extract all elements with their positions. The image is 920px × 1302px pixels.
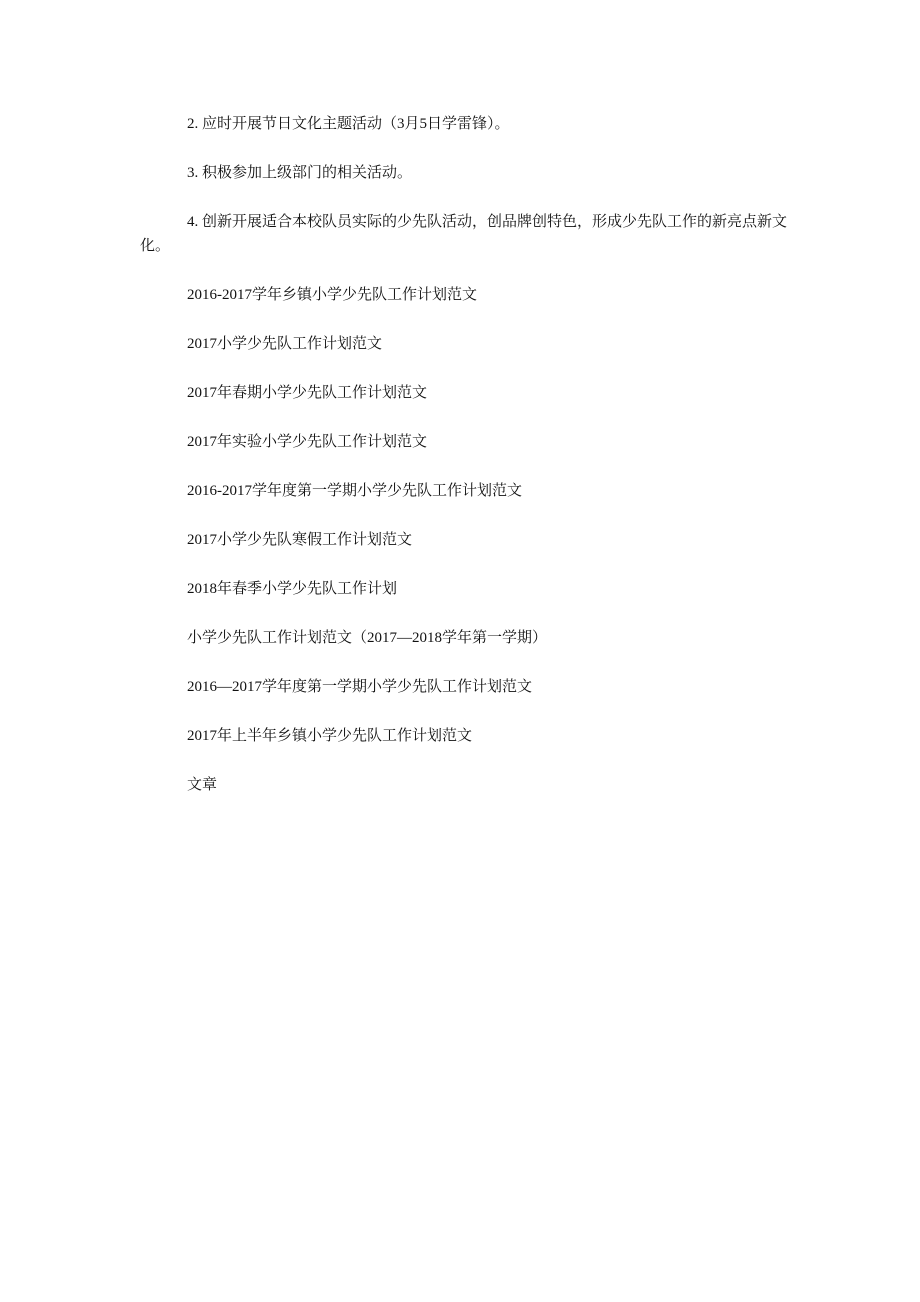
related-article-item [140,332,788,356]
plan-item-2: 2. 应时开展节日文化主题活动（3月5日学雷锋）。 [187,116,510,132]
related-article-item [140,283,788,307]
related-article-item [140,577,788,601]
related-article-item [140,626,788,650]
related-article-item [140,381,788,405]
related-article-item [140,430,788,454]
related-article-link[interactable]: 2017年实验小学少先队工作计划范文 [187,434,428,450]
related-article-link[interactable]: 2018年春季小学少先队工作计划 [187,581,398,597]
related-article-link[interactable]: 2017小学少先队寒假工作计划范文 [187,532,413,548]
related-articles-list [140,283,788,748]
related-article-link[interactable]: 2017年春期小学少先队工作计划范文 [187,385,428,401]
related-article-link[interactable]: 2017小学少先队工作计划范文 [187,336,383,352]
related-article-link[interactable]: 小学少先队工作计划范文（2017—2018学年第一学期） [187,630,548,646]
related-article-item [140,528,788,552]
related-article-link[interactable]: 2016—2017学年度第一学期小学少先队工作计划范文 [187,679,533,695]
related-article-link[interactable]: 2016-2017学年乡镇小学少先队工作计划范文 [187,287,477,303]
related-article-link[interactable]: 2017年上半年乡镇小学少先队工作计划范文 [187,728,473,744]
related-article-item [140,724,788,748]
related-article-link[interactable]: 2016-2017学年度第一学期小学少先队工作计划范文 [187,483,522,499]
related-article-item [140,479,788,503]
related-article-item [140,675,788,699]
article-label: 文章 [187,777,218,793]
document-body [140,112,788,797]
plan-item-4: 4. 创新开展适合本校队员实际的少先队活动，创品牌创特色，形成少先队工作的新亮点新文化。 [140,214,788,254]
plan-item-3: 3. 积极参加上级部门的相关活动。 [187,165,413,181]
